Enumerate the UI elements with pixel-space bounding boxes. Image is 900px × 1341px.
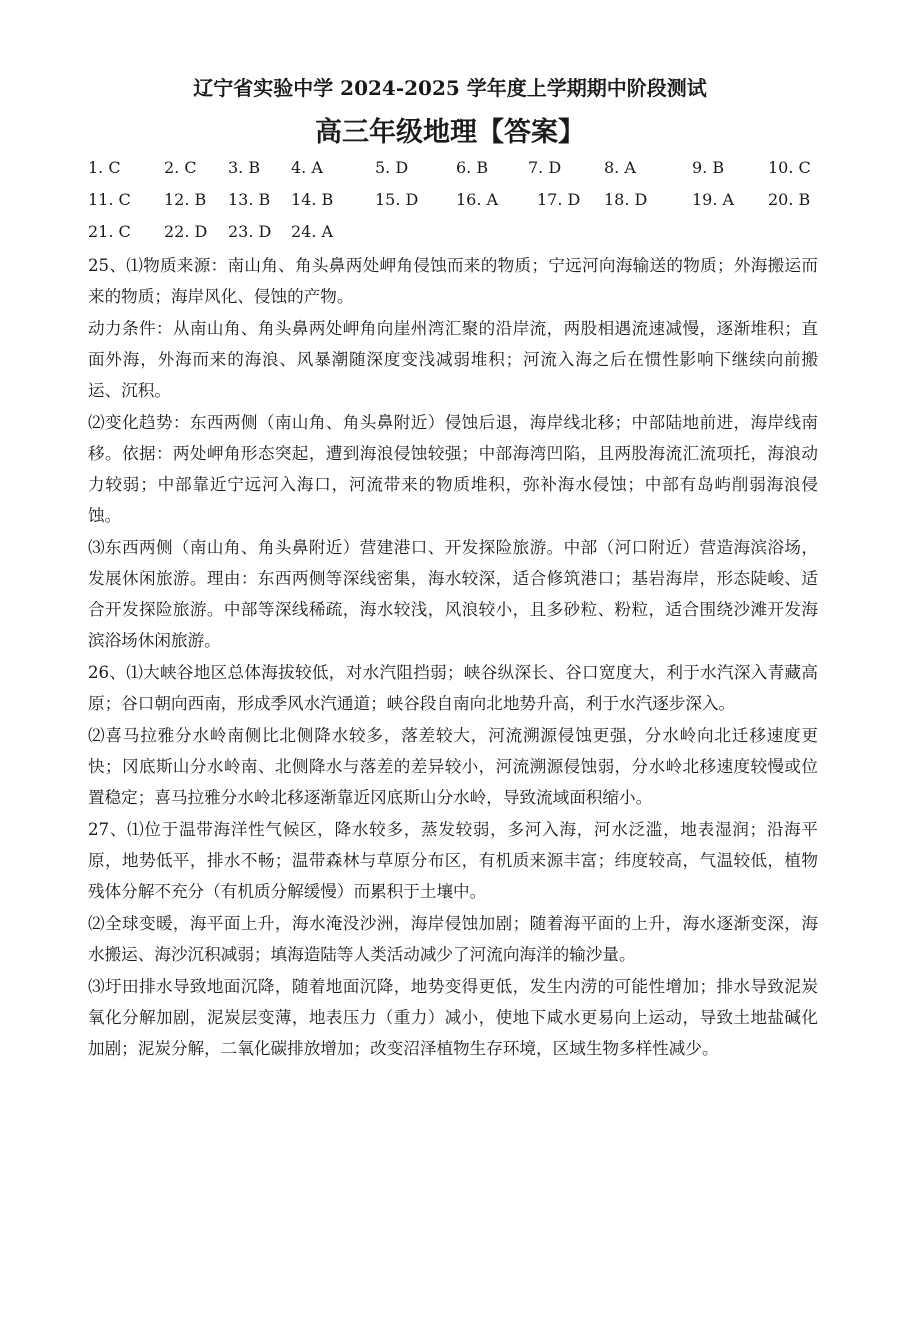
paragraph-q25-part1-dynamics: 动力条件：从南山角、角头鼻两处岬角向崖州湾汇聚的沿岸流，两股相遇流速减慢，逐渐堆积；直面外海，外海而来的海浪、风暴潮随深度变浅减弱堆积；河流入海之后在惯性影响下继续向前搬运、沉积。: [88, 319, 818, 400]
answer-item: 18. D: [604, 190, 648, 209]
answer-item: 16. A: [456, 190, 499, 209]
answer-item: 7. D: [528, 158, 562, 177]
answer-item: 24. A: [291, 222, 334, 241]
answer-item: 6. B: [456, 158, 489, 177]
paragraph-q26-part1: 26、⑴大峡谷地区总体海拔较低，对水汽阻挡弱；峡谷纵深长、谷口宽度大，利于水汽深入青藏高原；谷口朝向西南，形成季风水汽通道；峡谷段自南向北地势升高，利于水汽逐步深入。: [88, 663, 818, 713]
answer-item: 9. B: [692, 158, 725, 177]
answer-explanations: [88, 250, 818, 1065]
paragraph-q25-part1-source: 25、⑴物质来源：南山角、角头鼻两处岬角侵蚀而来的物质；宁远河向海输送的物质；外海搬运而来的物质；海岸风化、侵蚀的产物。: [88, 256, 818, 306]
paragraph-q26-part2: ⑵喜马拉雅分水岭南侧比北侧降水较多，落差较大，河流溯源侵蚀更强，分水岭向北迁移速度更快；冈底斯山分水岭南、北侧降水与落差的差异较小，河流溯源侵蚀弱，分水岭北移速度较慢或位置稳定；喜马拉雅分水岭北移逐渐靠近冈底斯山分水岭，导致流域面积缩小。: [88, 726, 818, 807]
answer-item: 20. B: [768, 190, 811, 209]
answer-item: 5. D: [375, 158, 409, 177]
answer-item: 14. B: [291, 190, 334, 209]
paragraph-q27-part3: ⑶圩田排水导致地面沉降，随着地面沉降，地势变得更低，发生内涝的可能性增加；排水导致泥炭氧化分解加剧，泥炭层变薄，地表压力（重力）减小，使地下咸水更易向上运动，导致土地盐碱化加剧；泥炭分解，二氧化碳排放增加；改变沼泽植物生存环境，区域生物多样性减少。: [88, 977, 818, 1058]
paragraph-q27-part1: 27、⑴位于温带海洋性气候区，降水较多，蒸发较弱，多河入海，河水泛滥，地表湿润；沿海平原，地势低平，排水不畅；温带森林与草原分布区，有机质来源丰富；纬度较高，气温较低，植物残体分解不充分（有机质分解缓慢）而累积于土壤中。: [88, 820, 818, 901]
answer-row: [88, 190, 828, 222]
answer-item: 13. B: [228, 190, 271, 209]
answer-row: [88, 158, 828, 190]
answer-key: [88, 158, 828, 254]
answer-item: 22. D: [164, 222, 208, 241]
document-title: 辽宁省实验中学 2024-2025 学年度上学期期中阶段测试: [193, 76, 707, 100]
paragraph-q25-part2: ⑵变化趋势：东西两侧（南山角、角头鼻附近）侵蚀后退，海岸线北移；中部陆地前进，海岸线南移。依据：两处岬角形态突起，遭到海浪侵蚀较强；中部海湾凹陷，且两股海流汇流项托，海浪动力较弱；中部靠近宁远河入海口，河流带来的物质堆积，弥补海水侵蚀；中部有岛屿削弱海浪侵蚀。: [88, 413, 818, 525]
answer-item: 19. A: [692, 190, 735, 209]
answer-item: 15. D: [375, 190, 419, 209]
answer-item: 17. D: [537, 190, 581, 209]
answer-item: 4. A: [291, 158, 323, 177]
answer-item: 21. C: [88, 222, 131, 241]
paragraph-q27-part2: ⑵全球变暖，海平面上升，海水淹没沙洲，海岸侵蚀加剧；随着海平面的上升，海水逐渐变深，海水搬运、海沙沉积减弱；填海造陆等人类活动减少了河流向海洋的输沙量。: [88, 914, 818, 964]
answer-item: 1. C: [88, 158, 121, 177]
answer-item: 10. C: [768, 158, 811, 177]
answer-item: 11. C: [88, 190, 131, 209]
answer-item: 12. B: [164, 190, 207, 209]
answer-item: 23. D: [228, 222, 272, 241]
answer-item: 8. A: [604, 158, 636, 177]
paragraph-q25-part3: ⑶东西两侧（南山角、角头鼻附近）营建港口、开发探险旅游。中部（河口附近）营造海滨浴场，发展休闲旅游。理由：东西两侧等深线密集，海水较深，适合修筑港口；基岩海岸，形态陡峻、适合开发探险旅游。中部等深线稀疏，海水较浅，风浪较小，且多砂粒、粉粒，适合围绕沙滩开发海滨浴场休闲旅游。: [88, 538, 818, 650]
document-subtitle: 高三年级地理【答案】: [315, 117, 585, 148]
answer-item: 2. C: [164, 158, 197, 177]
answer-item: 3. B: [228, 158, 261, 177]
